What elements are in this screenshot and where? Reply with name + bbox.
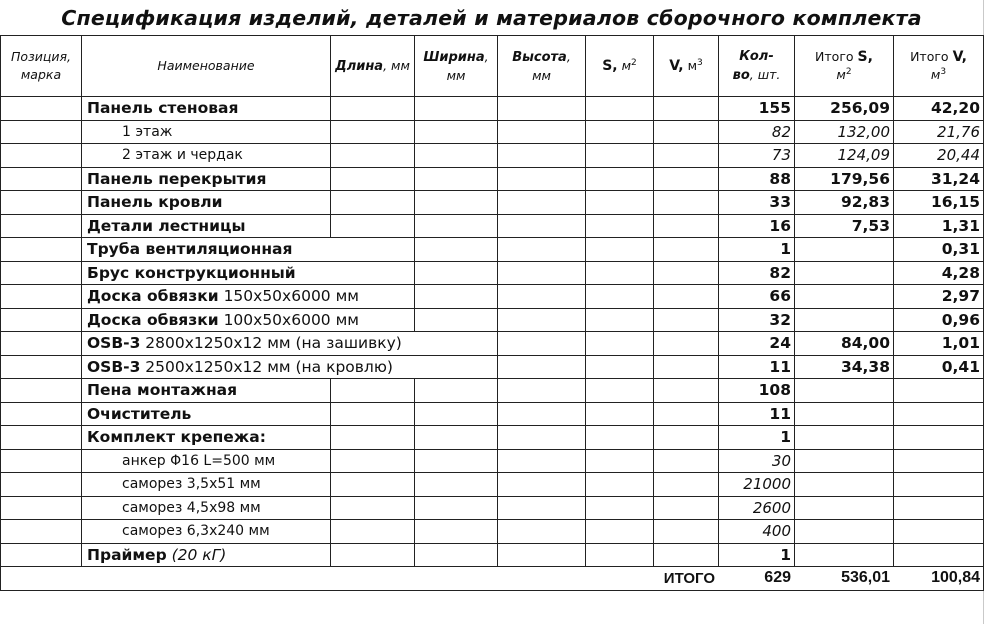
total-row <box>1 567 984 591</box>
volume-cell[interactable] <box>654 473 719 497</box>
area-cell[interactable] <box>586 449 654 473</box>
name-cell[interactable]: саморез 4,5х98 мм <box>82 496 331 520</box>
table-row <box>1 543 984 567</box>
height-cell[interactable] <box>498 261 586 285</box>
volume-cell[interactable] <box>654 332 719 356</box>
total-area-cell[interactable] <box>795 261 894 285</box>
total-spacer <box>498 567 586 591</box>
total-area-cell[interactable] <box>795 402 894 426</box>
table-row <box>1 97 984 121</box>
width-cell[interactable] <box>415 214 498 238</box>
table-row <box>1 167 984 191</box>
height-cell[interactable] <box>498 473 586 497</box>
total-volume-cell[interactable]: 0,41 <box>894 355 984 379</box>
volume-cell[interactable] <box>654 238 719 262</box>
total-area-cell[interactable]: 7,53 <box>795 214 894 238</box>
length-cell[interactable] <box>331 496 415 520</box>
header-total-volume: Итого V, $м^3$ <box>894 36 984 97</box>
table-row <box>1 214 984 238</box>
volume-cell[interactable] <box>654 191 719 215</box>
total-area[interactable]: 536,01 <box>795 567 894 591</box>
total-area-cell[interactable]: 34,38 <box>795 355 894 379</box>
height-cell[interactable] <box>498 520 586 544</box>
total-area-cell[interactable] <box>795 473 894 497</box>
quantity-cell[interactable]: 1 <box>719 543 795 567</box>
position-cell[interactable] <box>1 238 82 262</box>
volume-cell[interactable] <box>654 308 719 332</box>
total-volume-cell[interactable]: 20,44 <box>894 144 984 168</box>
volume-cell[interactable] <box>654 543 719 567</box>
height-cell[interactable] <box>498 308 586 332</box>
total-volume-cell[interactable] <box>894 449 984 473</box>
area-cell[interactable] <box>586 214 654 238</box>
position-cell[interactable] <box>1 214 82 238</box>
name-cell[interactable]: Панель стеновая <box>82 97 331 121</box>
header-total-area: Итого S, $м^2$ <box>795 36 894 97</box>
total-area-cell[interactable]: 256,09 <box>795 97 894 121</box>
table-row <box>1 261 984 285</box>
name-cell[interactable]: саморез 6,3х240 мм <box>82 520 331 544</box>
width-cell[interactable] <box>415 402 498 426</box>
header-quantity: Кол- во, шт. <box>719 36 795 97</box>
height-cell[interactable] <box>498 238 586 262</box>
width-cell[interactable] <box>415 449 498 473</box>
table-row <box>1 120 984 144</box>
length-cell[interactable] <box>331 238 415 262</box>
volume-cell[interactable] <box>654 97 719 121</box>
quantity-cell[interactable]: 82 <box>719 261 795 285</box>
header-area: S, $м^2$ <box>586 36 654 97</box>
total-volume-cell[interactable]: 42,20 <box>894 97 984 121</box>
name-cell[interactable]: Панель перекрытия <box>82 167 331 191</box>
area-cell[interactable] <box>586 120 654 144</box>
width-cell[interactable] <box>415 285 498 309</box>
volume-cell[interactable] <box>654 379 719 403</box>
area-cell[interactable] <box>586 238 654 262</box>
total-area-cell[interactable]: 179,56 <box>795 167 894 191</box>
area-cell[interactable] <box>586 167 654 191</box>
specification-table <box>0 35 984 591</box>
volume-cell[interactable] <box>654 496 719 520</box>
width-cell[interactable] <box>415 238 498 262</box>
name-cell[interactable]: OSB-3 2800х1250х12 мм (на зашивку) <box>82 332 331 356</box>
total-spacer <box>415 567 498 591</box>
table-row <box>1 449 984 473</box>
total-quantity[interactable]: 629 <box>719 567 795 591</box>
quantity-cell[interactable]: 33 <box>719 191 795 215</box>
position-cell[interactable] <box>1 543 82 567</box>
header-row <box>1 36 984 97</box>
name-cell[interactable]: Брус конструкционный <box>82 261 331 285</box>
total-area-cell[interactable] <box>795 449 894 473</box>
volume-cell[interactable] <box>654 355 719 379</box>
table-row <box>1 308 984 332</box>
width-cell[interactable] <box>415 355 498 379</box>
height-cell[interactable] <box>498 332 586 356</box>
total-volume-cell[interactable] <box>894 402 984 426</box>
area-cell[interactable] <box>586 379 654 403</box>
name-cell[interactable]: Труба вентиляционная <box>82 238 331 262</box>
total-volume-cell[interactable] <box>894 473 984 497</box>
total-area-cell[interactable] <box>795 520 894 544</box>
height-cell[interactable] <box>498 543 586 567</box>
quantity-cell[interactable]: 88 <box>719 167 795 191</box>
total-volume-cell[interactable] <box>894 543 984 567</box>
position-cell[interactable] <box>1 285 82 309</box>
area-cell[interactable] <box>586 191 654 215</box>
table-row <box>1 379 984 403</box>
name-cell[interactable]: Комплект крепежа: <box>82 426 331 450</box>
total-volume-cell[interactable]: 0,96 <box>894 308 984 332</box>
quantity-cell[interactable]: 11 <box>719 355 795 379</box>
quantity-cell[interactable]: 24 <box>719 332 795 356</box>
quantity-cell[interactable]: 400 <box>719 520 795 544</box>
header-width: Ширина, мм <box>415 36 498 97</box>
total-volume-cell[interactable] <box>894 520 984 544</box>
height-cell[interactable] <box>498 144 586 168</box>
table-row <box>1 473 984 497</box>
position-cell[interactable] <box>1 426 82 450</box>
quantity-cell[interactable]: 108 <box>719 379 795 403</box>
name-cell[interactable]: Детали лестницы <box>82 214 331 238</box>
total-volume-cell[interactable]: 1,31 <box>894 214 984 238</box>
area-cell[interactable] <box>586 496 654 520</box>
width-cell[interactable] <box>415 496 498 520</box>
table-row <box>1 355 984 379</box>
header-length: Длина, мм <box>331 36 415 97</box>
position-cell[interactable] <box>1 308 82 332</box>
position-cell[interactable] <box>1 355 82 379</box>
quantity-cell[interactable]: 1 <box>719 426 795 450</box>
header-name: Наименование <box>82 36 331 97</box>
width-cell[interactable] <box>415 120 498 144</box>
total-volume-cell[interactable]: 31,24 <box>894 167 984 191</box>
total-area-cell[interactable] <box>795 496 894 520</box>
name-cell[interactable]: Праймер (20 кГ) <box>82 543 331 567</box>
total-spacer <box>586 567 654 591</box>
volume-cell[interactable] <box>654 402 719 426</box>
total-volume-cell[interactable]: 1,01 <box>894 332 984 356</box>
table-row <box>1 426 984 450</box>
width-cell[interactable] <box>415 426 498 450</box>
length-cell[interactable] <box>331 144 415 168</box>
quantity-cell[interactable]: 73 <box>719 144 795 168</box>
area-cell[interactable] <box>586 402 654 426</box>
total-area-cell[interactable] <box>795 426 894 450</box>
height-cell[interactable] <box>498 426 586 450</box>
total-area-cell[interactable]: 92,83 <box>795 191 894 215</box>
total-area-cell[interactable] <box>795 308 894 332</box>
length-cell[interactable] <box>331 167 415 191</box>
height-cell[interactable] <box>498 285 586 309</box>
volume-cell[interactable] <box>654 120 719 144</box>
position-cell[interactable] <box>1 402 82 426</box>
width-cell[interactable] <box>415 379 498 403</box>
width-cell[interactable] <box>415 261 498 285</box>
document-title: Спецификация изделий, деталей и материалов сборочного комплекта <box>61 6 922 30</box>
length-cell[interactable] <box>331 449 415 473</box>
length-cell[interactable] <box>331 214 415 238</box>
table-row <box>1 238 984 262</box>
area-cell[interactable] <box>586 543 654 567</box>
height-cell[interactable] <box>498 402 586 426</box>
volume-cell[interactable] <box>654 144 719 168</box>
total-area-cell[interactable] <box>795 543 894 567</box>
quantity-cell[interactable]: 32 <box>719 308 795 332</box>
length-cell[interactable] <box>331 543 415 567</box>
quantity-cell[interactable]: 21000 <box>719 473 795 497</box>
area-cell[interactable] <box>586 144 654 168</box>
table-row <box>1 285 984 309</box>
total-volume-cell[interactable]: 0,31 <box>894 238 984 262</box>
header-volume: V, $м^3$ <box>654 36 719 97</box>
length-cell[interactable] <box>331 473 415 497</box>
width-cell[interactable] <box>415 144 498 168</box>
name-cell[interactable]: Доска обвязки 150х50х6000 мм <box>82 285 331 309</box>
width-cell[interactable] <box>415 191 498 215</box>
height-cell[interactable] <box>498 449 586 473</box>
table-row <box>1 402 984 426</box>
area-cell[interactable] <box>586 97 654 121</box>
position-cell[interactable] <box>1 473 82 497</box>
quantity-cell[interactable]: 2600 <box>719 496 795 520</box>
height-cell[interactable] <box>498 379 586 403</box>
area-cell[interactable] <box>586 426 654 450</box>
total-volume-cell[interactable]: 16,15 <box>894 191 984 215</box>
height-cell[interactable] <box>498 167 586 191</box>
quantity-cell[interactable]: 30 <box>719 449 795 473</box>
name-cell[interactable]: Пена монтажная <box>82 379 331 403</box>
total-area-cell[interactable] <box>795 379 894 403</box>
table-row <box>1 332 984 356</box>
position-cell[interactable] <box>1 332 82 356</box>
name-cell[interactable]: OSB-3 2500х1250х12 мм (на кровлю) <box>82 355 331 379</box>
total-spacer <box>331 567 415 591</box>
area-cell[interactable] <box>586 332 654 356</box>
quantity-cell[interactable]: 1 <box>719 238 795 262</box>
position-cell[interactable] <box>1 379 82 403</box>
height-cell[interactable] <box>498 214 586 238</box>
total-volume-cell[interactable]: 21,76 <box>894 120 984 144</box>
name-cell[interactable]: Доска обвязки 100х50х6000 мм <box>82 308 331 332</box>
name-cell[interactable]: Панель кровли <box>82 191 331 215</box>
total-spacer <box>82 567 331 591</box>
total-volume-cell[interactable] <box>894 426 984 450</box>
total-volume-cell[interactable]: 2,97 <box>894 285 984 309</box>
total-area-cell[interactable]: 124,09 <box>795 144 894 168</box>
width-cell[interactable] <box>415 308 498 332</box>
position-cell[interactable] <box>1 496 82 520</box>
width-cell[interactable] <box>415 332 498 356</box>
table-row <box>1 191 984 215</box>
table-row <box>1 496 984 520</box>
height-cell[interactable] <box>498 355 586 379</box>
position-cell[interactable] <box>1 144 82 168</box>
position-cell[interactable] <box>1 261 82 285</box>
quantity-cell[interactable]: 11 <box>719 402 795 426</box>
header-height: Высота, мм <box>498 36 586 97</box>
header-position: Позиция, марка <box>1 36 82 97</box>
position-cell[interactable] <box>1 167 82 191</box>
width-cell[interactable] <box>415 520 498 544</box>
area-cell[interactable] <box>586 355 654 379</box>
name-cell[interactable]: 2 этаж и чердак <box>82 144 331 168</box>
position-cell[interactable] <box>1 97 82 121</box>
height-cell[interactable] <box>498 120 586 144</box>
total-area-cell[interactable]: 84,00 <box>795 332 894 356</box>
volume-cell[interactable] <box>654 167 719 191</box>
height-cell[interactable] <box>498 97 586 121</box>
table-row <box>1 144 984 168</box>
quantity-cell[interactable]: 155 <box>719 97 795 121</box>
width-cell[interactable] <box>415 473 498 497</box>
name-cell[interactable]: Очиститель <box>82 402 331 426</box>
length-cell[interactable] <box>331 520 415 544</box>
area-cell[interactable] <box>586 285 654 309</box>
length-cell[interactable] <box>331 426 415 450</box>
table-row <box>1 520 984 544</box>
volume-cell[interactable] <box>654 449 719 473</box>
volume-cell[interactable] <box>654 426 719 450</box>
area-cell[interactable] <box>586 473 654 497</box>
length-cell[interactable] <box>331 402 415 426</box>
length-cell[interactable] <box>331 120 415 144</box>
width-cell[interactable] <box>415 97 498 121</box>
quantity-cell[interactable]: 82 <box>719 120 795 144</box>
position-cell[interactable] <box>1 120 82 144</box>
width-cell[interactable] <box>415 543 498 567</box>
total-volume[interactable]: 100,84 <box>894 567 984 591</box>
name-cell[interactable]: 1 этаж <box>82 120 331 144</box>
area-cell[interactable] <box>586 308 654 332</box>
height-cell[interactable] <box>498 496 586 520</box>
total-spacer <box>1 567 82 591</box>
volume-cell[interactable] <box>654 285 719 309</box>
total-volume-cell[interactable] <box>894 496 984 520</box>
total-volume-cell[interactable]: 4,28 <box>894 261 984 285</box>
volume-cell[interactable] <box>654 214 719 238</box>
length-cell[interactable] <box>331 97 415 121</box>
name-cell[interactable]: анкер Φ16 L=500 мм <box>82 449 331 473</box>
length-cell[interactable] <box>331 379 415 403</box>
total-area-cell[interactable] <box>795 238 894 262</box>
total-area-cell[interactable] <box>795 285 894 309</box>
quantity-cell[interactable]: 16 <box>719 214 795 238</box>
name-cell[interactable]: саморез 3,5х51 мм <box>82 473 331 497</box>
length-cell[interactable] <box>331 191 415 215</box>
length-cell[interactable] <box>331 261 415 285</box>
quantity-cell[interactable]: 66 <box>719 285 795 309</box>
total-area-cell[interactable]: 132,00 <box>795 120 894 144</box>
area-cell[interactable] <box>586 261 654 285</box>
height-cell[interactable] <box>498 191 586 215</box>
volume-cell[interactable] <box>654 520 719 544</box>
area-cell[interactable] <box>586 520 654 544</box>
position-cell[interactable] <box>1 191 82 215</box>
position-cell[interactable] <box>1 520 82 544</box>
position-cell[interactable] <box>1 449 82 473</box>
total-volume-cell[interactable] <box>894 379 984 403</box>
volume-cell[interactable] <box>654 261 719 285</box>
total-label: ИТОГО <box>654 567 719 591</box>
width-cell[interactable] <box>415 167 498 191</box>
